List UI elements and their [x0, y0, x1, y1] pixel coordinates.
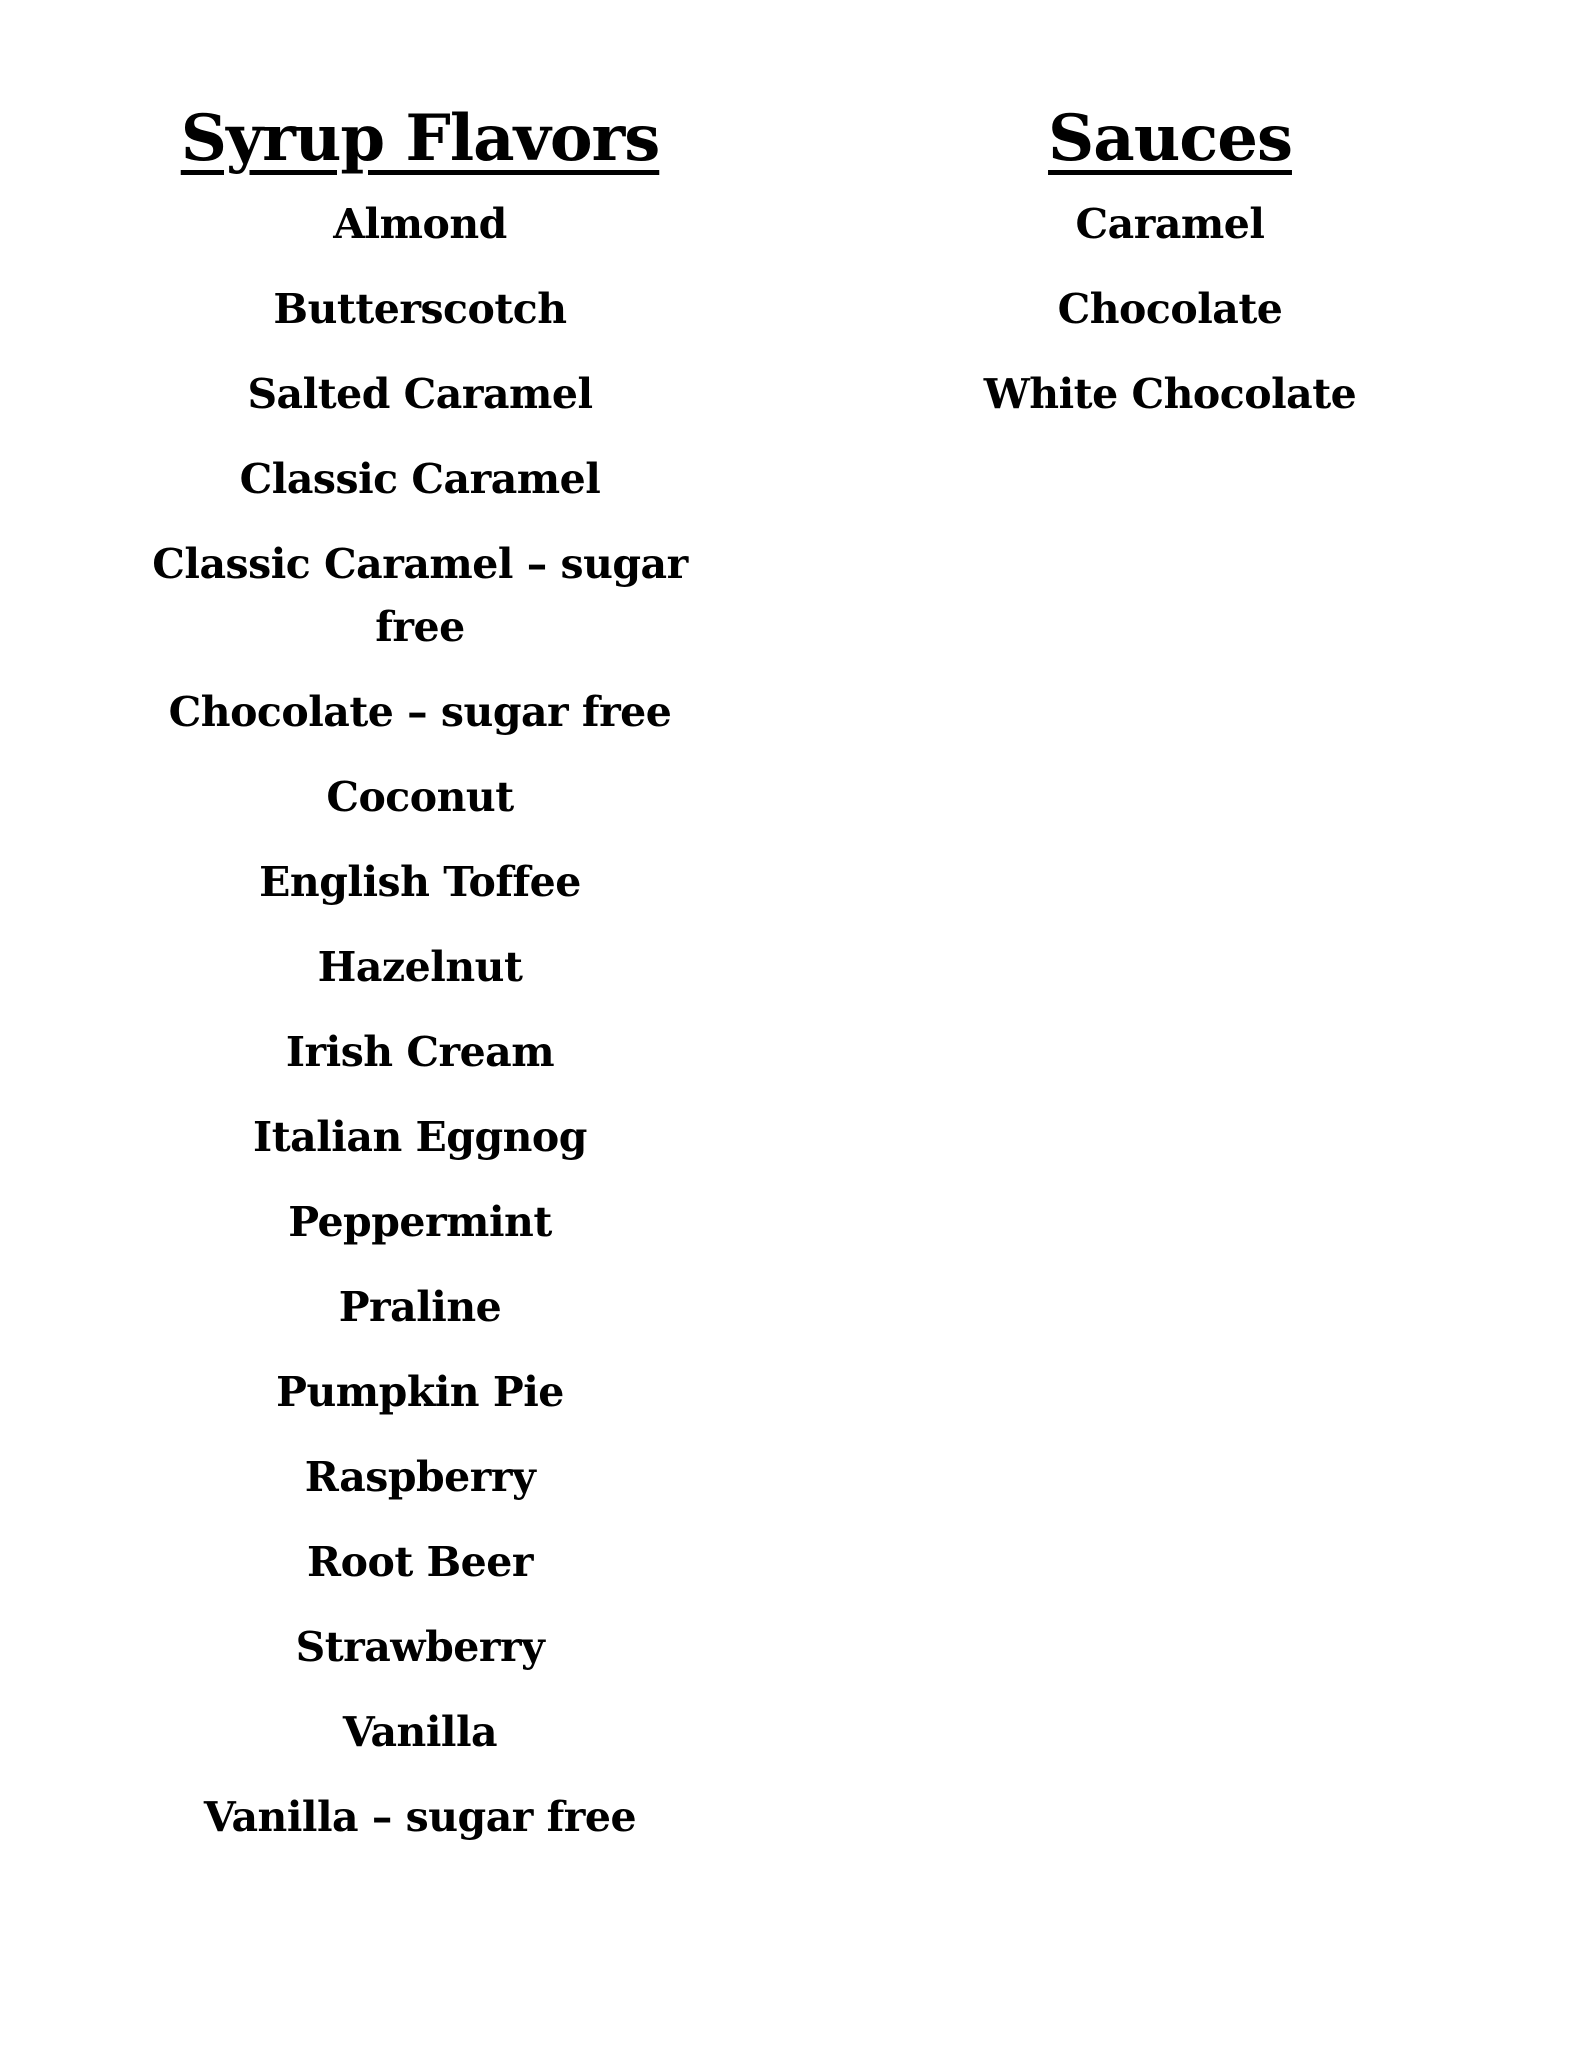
list-item: Irish Cream — [285, 1028, 555, 1076]
list-item: Pumpkin Pie — [276, 1368, 564, 1416]
list-item: Almond — [333, 200, 507, 248]
list-item: Strawberry — [295, 1623, 545, 1671]
list-item: Classic Caramel — [239, 455, 601, 503]
sauces-column — [950, 95, 1390, 448]
list-item: Classic Caramel – sugar free — [152, 540, 688, 651]
list-item: Caramel — [1075, 200, 1265, 248]
list-item: Hazelnut — [317, 943, 523, 991]
sauces-list — [950, 193, 1390, 426]
list-item: Praline — [338, 1283, 502, 1331]
list-item: Butterscotch — [273, 285, 567, 333]
list-item: Coconut — [326, 773, 514, 821]
syrup-flavors-list — [130, 193, 710, 1849]
sauces-heading: Sauces — [1048, 101, 1292, 176]
list-item: Chocolate – sugar free — [168, 688, 672, 736]
syrup-flavors-column — [130, 95, 710, 1871]
list-item: Italian Eggnog — [253, 1113, 587, 1161]
list-item: Raspberry — [304, 1453, 536, 1501]
list-item: Vanilla — [342, 1708, 498, 1756]
list-item: Vanilla – sugar free — [203, 1793, 637, 1841]
list-item: English Toffee — [259, 858, 581, 906]
list-item: Root Beer — [307, 1538, 533, 1586]
list-item: Peppermint — [288, 1198, 552, 1246]
list-item: Salted Caramel — [247, 370, 593, 418]
list-item: Chocolate — [1057, 285, 1283, 333]
syrup-flavors-heading: Syrup Flavors — [180, 101, 660, 176]
list-item: White Chocolate — [983, 370, 1357, 418]
